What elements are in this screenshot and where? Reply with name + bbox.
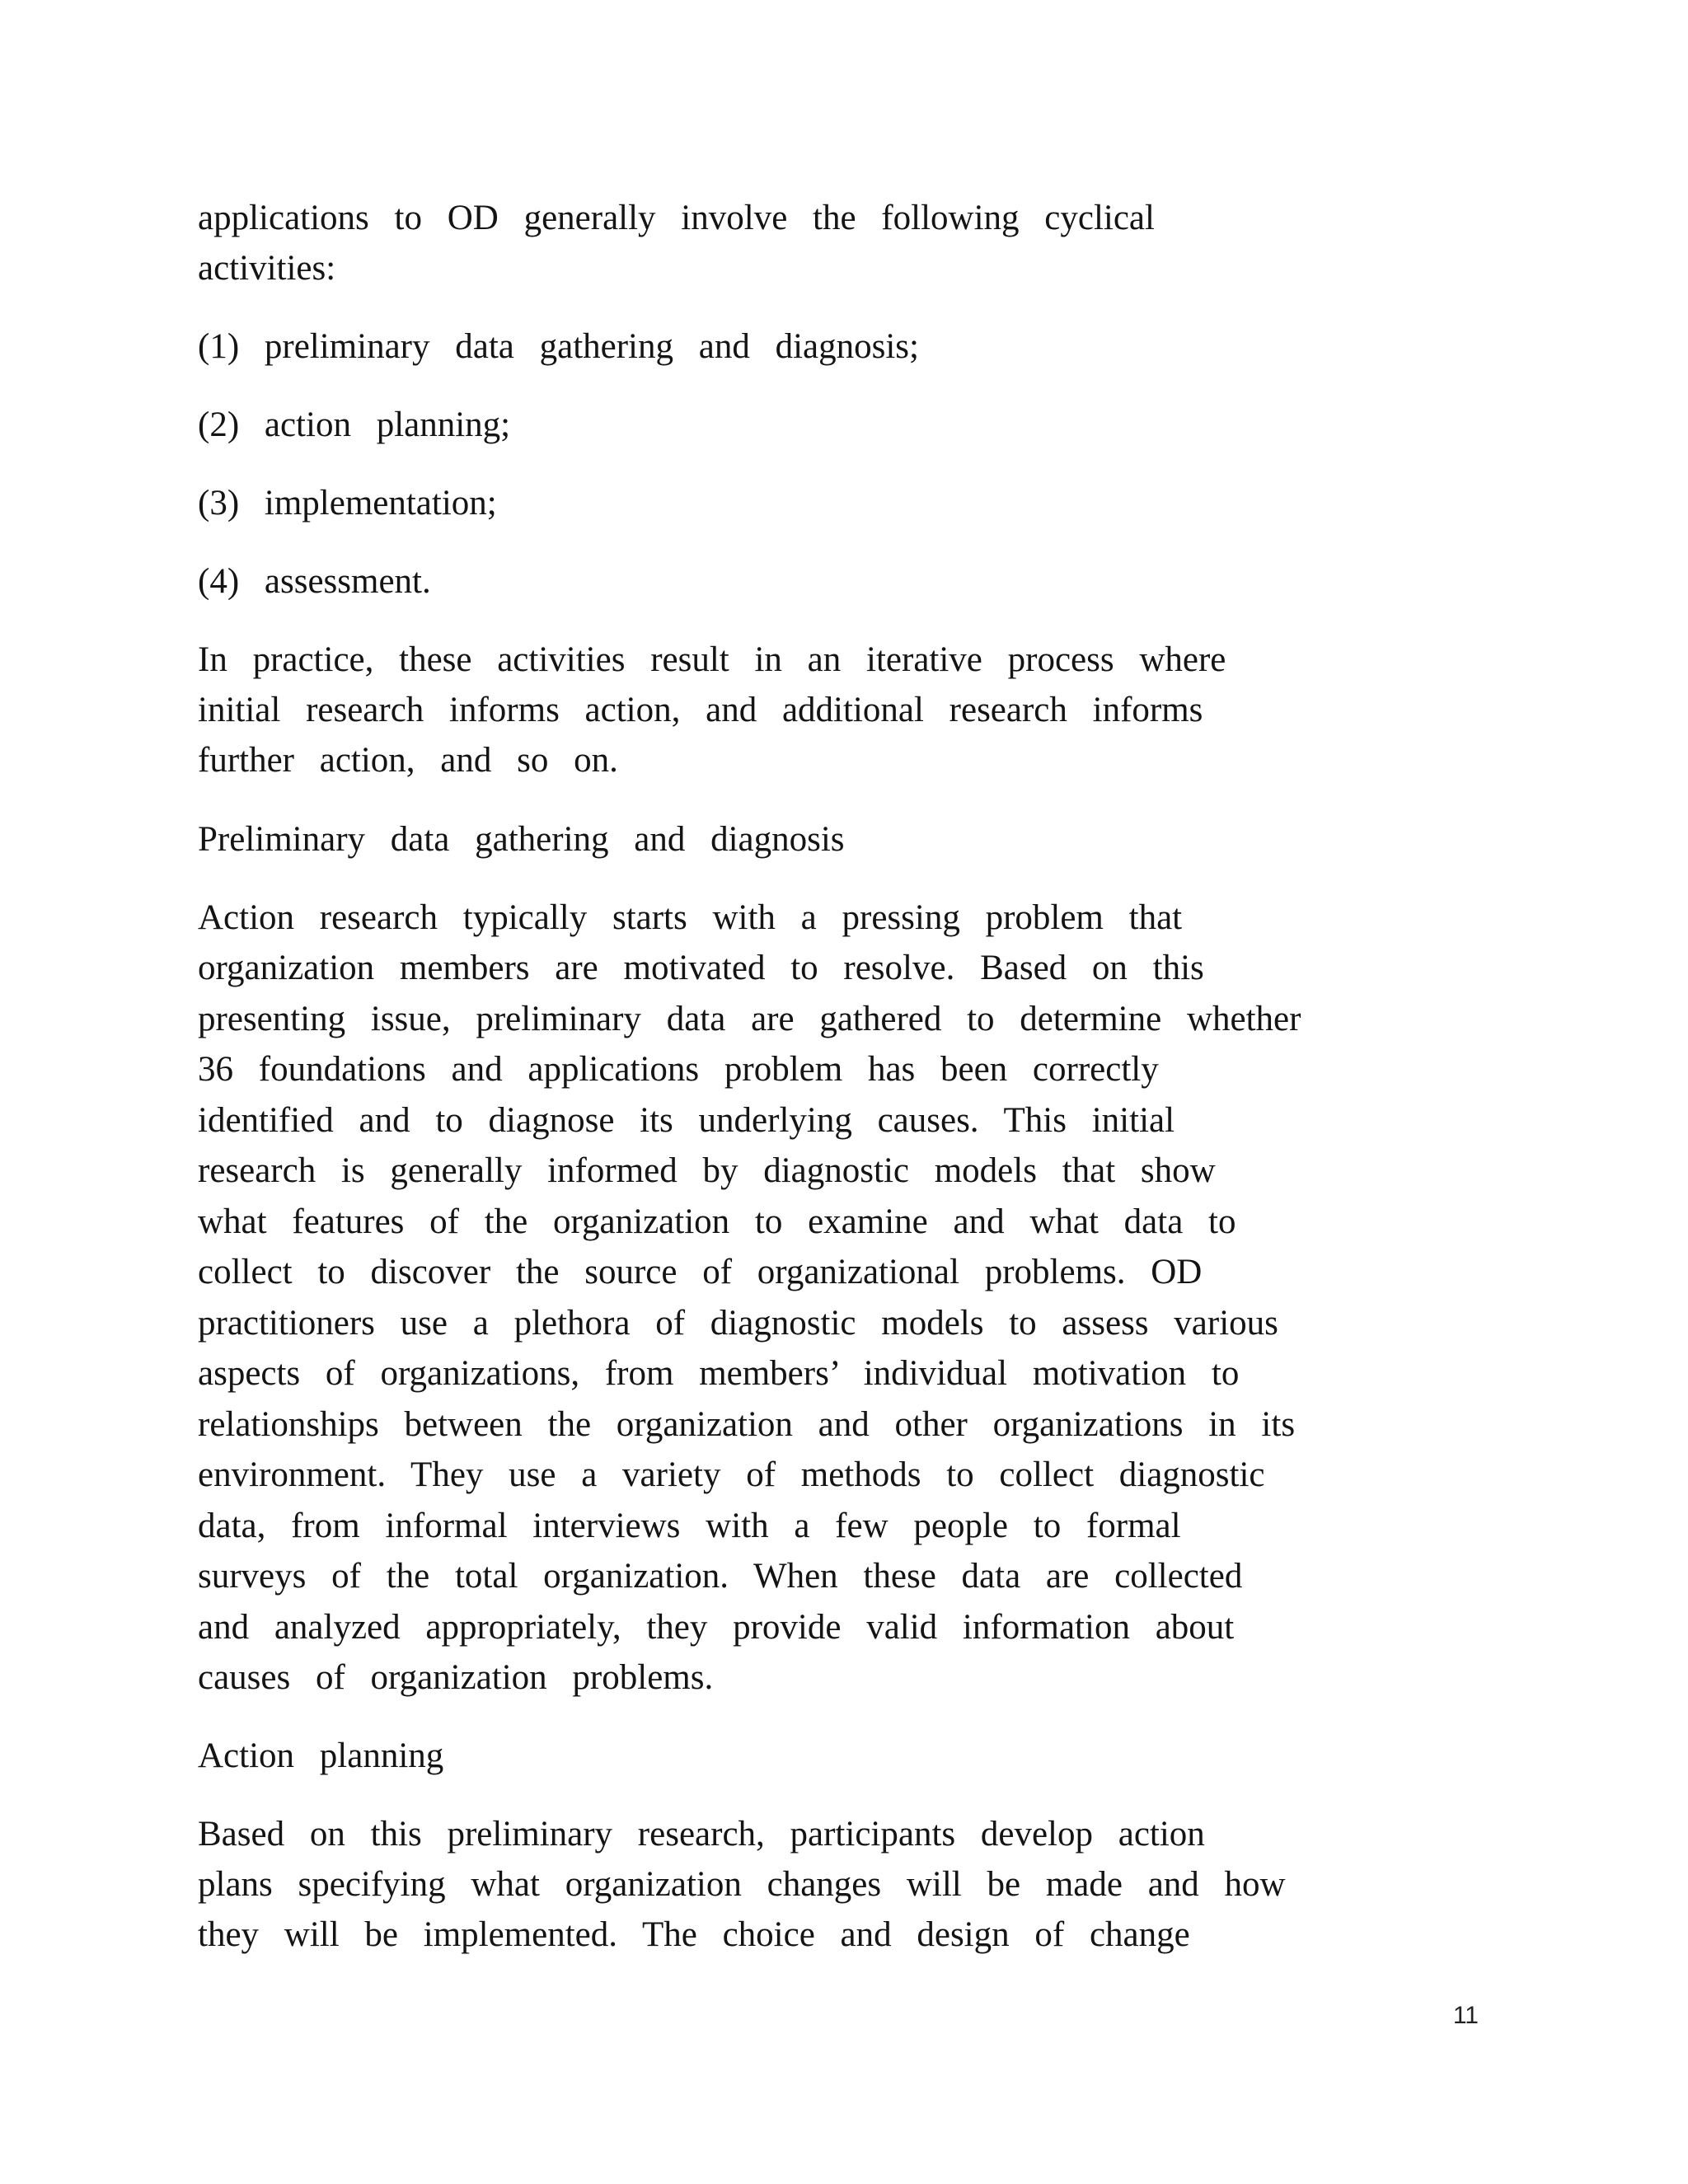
- text-line: environment. They use a variety of methods to collect diagnostic: [198, 1455, 1265, 1494]
- text-line: organization members are motivated to resolve. Based on this: [198, 949, 1204, 987]
- text-line: initial research informs action, and additional research informs: [198, 691, 1203, 729]
- text-line: plans specifying what organization changes will be made and how: [198, 1865, 1286, 1904]
- text-line: data, from informal interviews with a few people to formal: [198, 1507, 1181, 1545]
- text-line: Based on this preliminary research, participants develop action: [198, 1815, 1205, 1854]
- text-line: applications to OD generally involve the following cyclical: [198, 199, 1155, 237]
- text-line: research is generally informed by diagnostic models that show: [198, 1151, 1216, 1190]
- text-line: relationships between the organization and other organizations in its: [198, 1405, 1296, 1444]
- list-item: (3) implementation;: [198, 484, 497, 523]
- text-line: surveys of the total organization. When these data are collected: [198, 1557, 1243, 1596]
- section-heading: Preliminary data gathering and diagnosis: [198, 820, 845, 859]
- text-line: they will be implemented. The choice and design of change: [198, 1915, 1190, 1954]
- list-item: (1) preliminary data gathering and diagnosis;: [198, 327, 919, 366]
- page-number: 11: [1452, 2002, 1479, 2029]
- text-line: and analyzed appropriately, they provide valid information about: [198, 1608, 1235, 1647]
- text-line: activities:: [198, 249, 336, 288]
- list-item: (2) action planning;: [198, 405, 511, 444]
- text-line: In practice, these activities result in an iterative process where: [198, 640, 1226, 679]
- list-item: (4) assessment.: [198, 562, 431, 601]
- section-heading: Action planning: [198, 1736, 444, 1775]
- text-line: identified and to diagnose its underlying causes. This initial: [198, 1101, 1175, 1140]
- text-line: Action research typically starts with a pressing problem that: [198, 898, 1183, 937]
- text-line: further action, and so on.: [198, 741, 618, 780]
- text-line: practitioners use a plethora of diagnostic models to assess various: [198, 1304, 1278, 1343]
- text-line: collect to discover the source of organizational problems. OD: [198, 1253, 1203, 1291]
- text-line: what features of the organization to examine and what data to: [198, 1202, 1236, 1241]
- text-line: causes of organization problems.: [198, 1658, 714, 1697]
- text-line: presenting issue, preliminary data are gathered to determine whether: [198, 1000, 1301, 1038]
- text-line: 36 foundations and applications problem has been correctly: [198, 1050, 1159, 1089]
- text-line: aspects of organizations, from members’ individual motivation to: [198, 1354, 1240, 1393]
